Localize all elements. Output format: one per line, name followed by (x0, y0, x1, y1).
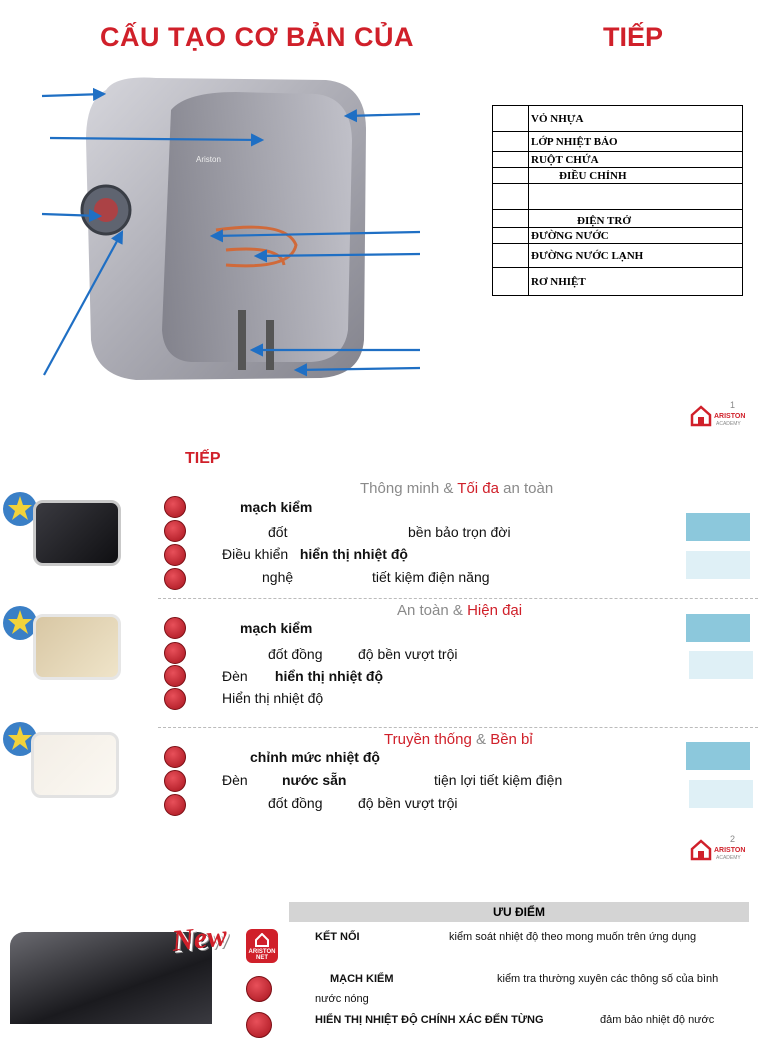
adv-text: kiểm soát nhiệt độ theo mong muốn trên ứng dụng (449, 931, 697, 943)
parts-num (493, 210, 529, 228)
line-text: Đèn hiển thị nhiệt độ (222, 668, 384, 684)
parts-num (493, 228, 529, 244)
parts-cell: RƠ NHIỆT (529, 268, 743, 296)
section-3-title: Truyền thống & Bền bỉ (384, 731, 533, 748)
new-badge: New (170, 919, 229, 958)
thermostat-icon (164, 746, 186, 768)
adv-label: KẾT NỐI (315, 931, 360, 943)
parts-cell: VỎ NHỰA (529, 106, 743, 132)
adv-label: HIỂN THỊ NHIỆT ĐỘ CHÍNH XÁC ĐẾN TỪNG (315, 1014, 544, 1026)
heater-photo-white (31, 732, 119, 798)
parts-table (492, 105, 743, 296)
heater-photo-black (33, 500, 121, 566)
divider (158, 598, 758, 599)
heater-photo-gold (33, 614, 121, 680)
side-box (689, 651, 753, 679)
heating-icon (164, 642, 186, 664)
control-icon (164, 544, 186, 566)
svg-text:ARISTON: ARISTON (714, 847, 746, 854)
parts-cell: ĐƯỜNG NƯỚC LẠNH (529, 244, 743, 268)
parts-num (493, 132, 529, 152)
line-text: độ bền vượt trội (358, 795, 458, 811)
line-text: Hiển thị nhiệt độ (222, 690, 324, 706)
adv-text: nước nóng (315, 993, 369, 1005)
safety-icon (246, 976, 272, 1002)
side-box (686, 614, 750, 642)
adv-text: kiểm tra thường xuyên các thông số của bình (497, 973, 719, 985)
line-text: nghệ (262, 569, 294, 585)
line-text: Điều khiển hiển thị nhiệt độ (222, 546, 408, 562)
parts-cell: RUỘT CHỨA (529, 152, 743, 168)
callout-arrows (0, 70, 440, 390)
adv-label: MẠCH KIỂM (330, 973, 394, 985)
adv-text: đảm bảo nhiệt độ nước (600, 1014, 715, 1026)
svg-text:ACADEMY: ACADEMY (716, 421, 741, 427)
parts-num (493, 244, 529, 268)
line-text: đốt đồng (268, 795, 323, 811)
parts-num (493, 106, 529, 132)
parts-num (493, 268, 529, 296)
parts-cell: ĐIỀU CHỈNH (529, 168, 743, 184)
side-box (686, 513, 750, 541)
svg-text:ARISTON: ARISTON (714, 413, 746, 420)
display-icon (246, 1012, 272, 1038)
safety-icon (164, 617, 186, 639)
side-box (689, 780, 753, 808)
ariston-logo-1 (690, 404, 756, 428)
parts-num (493, 184, 529, 210)
parts-num (493, 152, 529, 168)
divider (158, 727, 758, 728)
line-text: mạch kiểm (240, 620, 313, 636)
slide2-title: TIẾP (185, 450, 221, 467)
side-box (686, 551, 750, 579)
slide1-title: CẤU TẠO CƠ BẢN CỦA (100, 22, 415, 52)
line-text: tiết kiệm điện năng (372, 569, 490, 585)
line-text: Đèn (222, 772, 248, 788)
line-text: nước sẵn (282, 772, 347, 788)
parts-num (493, 168, 529, 184)
section-2-title: An toàn & Hiện đại (397, 602, 523, 619)
line-text: tiện lợi tiết kiệm điện (434, 772, 563, 788)
line-text: đốt (268, 524, 288, 540)
eco-evo-icon (164, 568, 186, 590)
heating-icon (164, 794, 186, 816)
indicator-icon (164, 770, 186, 792)
parts-cell: ĐƯỜNG NƯỚC (529, 228, 743, 244)
side-box (686, 742, 750, 770)
thermometer-icon (164, 688, 186, 710)
heater-brand-label: Ariston (196, 155, 221, 164)
page-number-2: 2 (730, 834, 736, 844)
line-text: bền bảo trọn đời (408, 524, 511, 540)
line-text: đốt đồng (268, 646, 323, 662)
line-text: độ bền vượt trội (358, 646, 458, 662)
parts-cell: ĐIỆN TRỞ (529, 210, 743, 228)
page-number-1: 1 (730, 400, 736, 410)
advantages-header: ƯU ĐIỂM (289, 902, 749, 922)
parts-cell: LỚP NHIỆT BẢO (529, 132, 743, 152)
ariston-net-icon: ARISTON NET (246, 929, 278, 963)
heating-icon (164, 520, 186, 542)
line-text: chỉnh mức nhiệt độ (250, 749, 380, 765)
safety-icon (164, 496, 186, 518)
parts-cell (529, 184, 743, 210)
line-text: mạch kiểm (240, 499, 313, 515)
slide1-title-right: TIẾP (603, 22, 664, 52)
section-1-title: Thông minh & Tối đa an toàn (360, 480, 554, 497)
ariston-logo-2 (690, 838, 756, 862)
svg-text:ACADEMY: ACADEMY (716, 855, 741, 861)
display-icon (164, 665, 186, 687)
